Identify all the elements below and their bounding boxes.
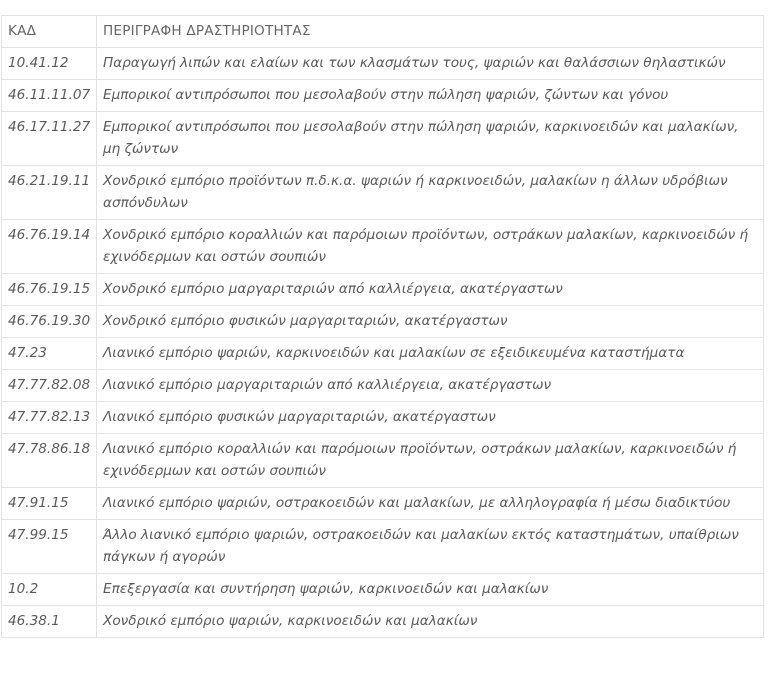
activity-description: Χονδρικό εμπόριο κοραλλιών και παρόμοιων προϊόντων, οστράκων μαλακίων, καρκινοειδών ή εχινόδερμων και οστών σουπιών xyxy=(97,220,764,274)
kad-code: 47.91.15 xyxy=(2,488,97,520)
kad-code: 46.21.19.11 xyxy=(2,166,97,220)
activity-description: Εμπορικοί αντιπρόσωποι που μεσολαβούν στην πώληση ψαριών, καρκινοειδών και μαλακίων, μη ζώντων xyxy=(97,112,764,166)
activity-description: Παραγωγή λιπών και ελαίων και των κλασμάτων τους, ψαριών και θαλάσσιων θηλαστικών xyxy=(97,48,764,80)
kad-code: 10.41.12 xyxy=(2,48,97,80)
kad-code: 46.38.1 xyxy=(2,606,97,638)
kad-code: 46.17.11.27 xyxy=(2,112,97,166)
table-row xyxy=(2,112,764,166)
kad-code: 46.76.19.14 xyxy=(2,220,97,274)
kad-code: 47.23 xyxy=(2,338,97,370)
activity-description: Χονδρικό εμπόριο μαργαριταριών από καλλιέργεια, ακατέργαστων xyxy=(97,274,764,306)
activity-description: Άλλο λιανικό εμπόριο ψαριών, οστρακοειδών και μαλακίων εκτός καταστημάτων, υπαίθριων πάγκων ή αγορών xyxy=(97,520,764,574)
kad-code: 47.78.86.18 xyxy=(2,434,97,488)
activity-description: Λιανικό εμπόριο κοραλλιών και παρόμοιων προϊόντων, οστράκων μαλακίων, καρκινοειδών ή εχινόδερμων και οστών σουπιών xyxy=(97,434,764,488)
kad-code: 46.76.19.15 xyxy=(2,274,97,306)
kad-code: 47.77.82.13 xyxy=(2,402,97,434)
activity-description: Εμπορικοί αντιπρόσωποι που μεσολαβούν στην πώληση ψαριών, ζώντων και γόνου xyxy=(97,80,764,112)
activity-description: Χονδρικό εμπόριο ψαριών, καρκινοειδών και μαλακίων xyxy=(97,606,764,638)
table-row xyxy=(2,80,764,112)
header-row xyxy=(2,16,764,48)
activity-description: Χονδρικό εμπόριο προϊόντων π.δ.κ.α. ψαριών ή καρκινοειδών, μαλακίων η άλλων υδρόβιων ασπόνδυλων xyxy=(97,166,764,220)
table-header xyxy=(2,16,764,48)
kad-code: 46.11.11.07 xyxy=(2,80,97,112)
table-row xyxy=(2,488,764,520)
table-row xyxy=(2,48,764,80)
table-row xyxy=(2,520,764,574)
table-body xyxy=(2,48,764,638)
kad-code: 46.76.19.30 xyxy=(2,306,97,338)
activity-description: Λιανικό εμπόριο μαργαριταριών από καλλιέργεια, ακατέργαστων xyxy=(97,370,764,402)
activity-description: Χονδρικό εμπόριο φυσικών μαργαριταριών, ακατέργαστων xyxy=(97,306,764,338)
table-row xyxy=(2,402,764,434)
table-row xyxy=(2,274,764,306)
table-row xyxy=(2,306,764,338)
table-row xyxy=(2,220,764,274)
kad-code: 47.99.15 xyxy=(2,520,97,574)
header-code: ΚΑΔ xyxy=(2,16,97,48)
header-description: ΠΕΡΙΓΡΑΦΗ ΔΡΑΣΤΗΡΙΟΤΗΤΑΣ xyxy=(97,16,764,48)
activity-description: Λιανικό εμπόριο ψαριών, καρκινοειδών και μαλακίων σε εξειδικευμένα καταστήματα xyxy=(97,338,764,370)
activity-description: Λιανικό εμπόριο ψαριών, οστρακοειδών και μαλακίων, με αλληλογραφία ή μέσω διαδικτύου xyxy=(97,488,764,520)
table-row xyxy=(2,166,764,220)
table-row xyxy=(2,338,764,370)
table-row xyxy=(2,574,764,606)
kad-table xyxy=(1,15,764,638)
kad-code: 47.77.82.08 xyxy=(2,370,97,402)
kad-code: 10.2 xyxy=(2,574,97,606)
table-row xyxy=(2,434,764,488)
table-row xyxy=(2,370,764,402)
table-row xyxy=(2,606,764,638)
activity-description: Λιανικό εμπόριο φυσικών μαργαριταριών, ακατέργαστων xyxy=(97,402,764,434)
activity-description: Επεξεργασία και συντήρηση ψαριών, καρκινοειδών και μαλακίων xyxy=(97,574,764,606)
